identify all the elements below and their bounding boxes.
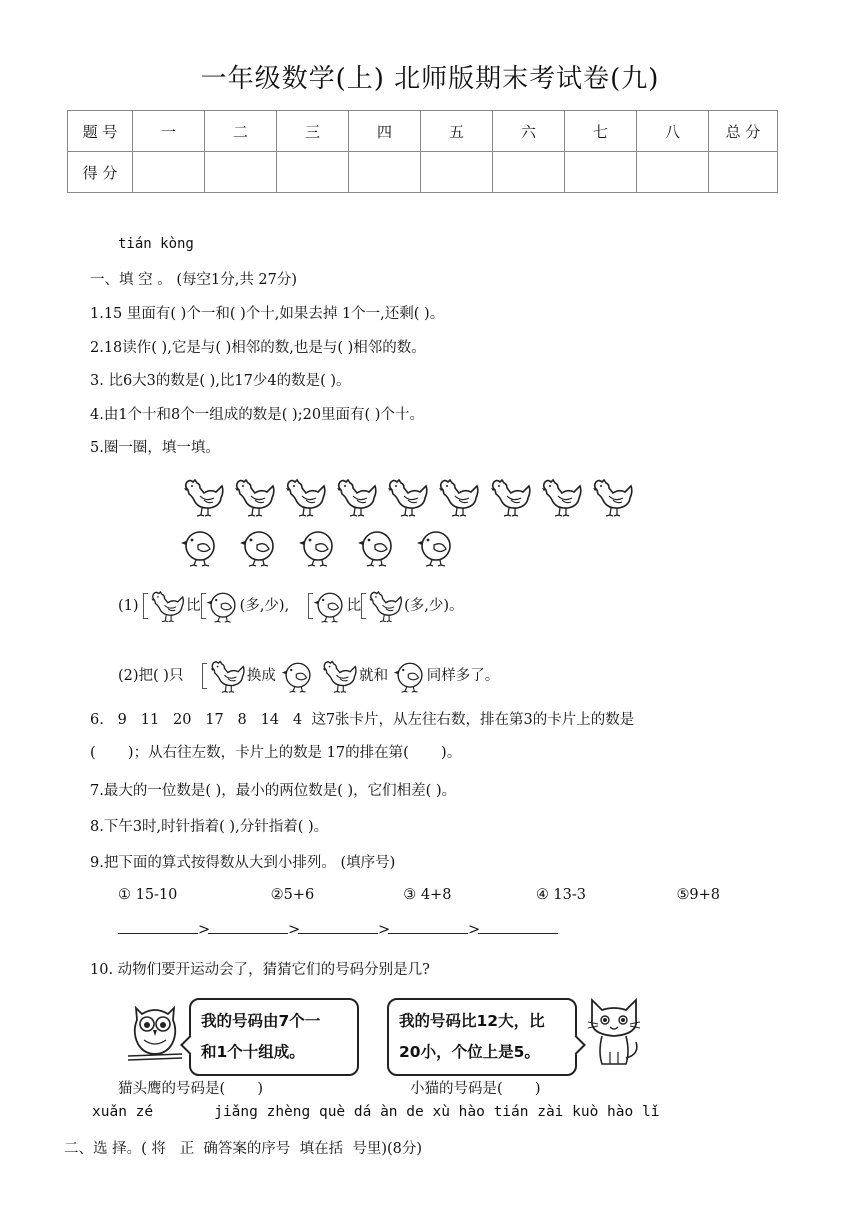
section2-heading: 二、选 择。( 将 正 确答案的序号 填在括 号里)(8分): [64, 1141, 423, 1157]
hen-icon: [487, 476, 533, 518]
choice-text: (多,少),: [239, 598, 290, 614]
hen-icon: [207, 658, 247, 694]
score-cell[interactable]: [133, 152, 205, 193]
question-8: 8.下午3时,时针指着( ),分针指着( )。: [90, 819, 329, 835]
question-1: 1.15 里面有( )个一和( )个十,如果去掉 1个一,还剩( )。: [90, 306, 445, 322]
table-cell: 二: [205, 111, 277, 152]
table-cell: 得 分: [68, 152, 133, 193]
sub-suffix: 同样多了。: [426, 668, 500, 684]
q9-option: ① 15-10: [118, 887, 178, 903]
section2-pinyin: xuǎn zé jiǎng zhèng què dá àn de xù hào tián zài kuò hào lǐ: [92, 1104, 660, 1120]
cat-answer: 小猫的号码是( ): [410, 1081, 541, 1097]
answer-blank[interactable]: [298, 932, 378, 934]
section1-heading: 一、填 空 。 (每空1分,共 27分): [90, 272, 298, 288]
table-cell: 总 分: [709, 111, 778, 152]
answer-blank[interactable]: [388, 932, 468, 934]
score-cell[interactable]: [637, 152, 709, 193]
score-cell[interactable]: [565, 152, 637, 193]
answer-blank[interactable]: [118, 932, 198, 934]
table-cell: 一: [133, 111, 205, 152]
chick-icon: [180, 527, 220, 567]
answer-blank[interactable]: [478, 932, 558, 934]
chick-icon: [313, 589, 347, 623]
question-5: 5.圈一圈，填一填。: [90, 440, 220, 456]
bubble-line: 和1个十组成。: [201, 1043, 305, 1061]
hen-icon: [333, 476, 379, 518]
and-word: 就和: [359, 668, 389, 684]
question-4: 4.由1个十和8个一组成的数是( );20里面有( )个十。: [90, 407, 424, 423]
question-7: 7.最大的一位数是( )，最小的两位数是( )，它们相差( )。: [90, 783, 457, 799]
chick-icon: [416, 527, 456, 567]
question-6-line-1: 6. 9 11 20 17 8 14 4 这7张卡片，从左往右数，排在第3的卡片上的数是: [90, 712, 635, 728]
score-table-header-row: [68, 111, 778, 152]
question-5-sub-2: [118, 656, 499, 696]
hen-icon: [319, 658, 359, 694]
score-cell[interactable]: [493, 152, 565, 193]
bubble-line: 我的号码由7个一: [201, 1012, 321, 1030]
hen-icon: [366, 588, 404, 624]
hen-icon: [384, 476, 430, 518]
greater-than: >: [468, 922, 481, 938]
hen-icon: [538, 476, 584, 518]
score-cell[interactable]: [421, 152, 493, 193]
greater-than: >: [378, 922, 391, 938]
hen-icon: [435, 476, 481, 518]
q9-option: ②5+6: [270, 887, 315, 903]
q9-option: ⑤9+8: [676, 887, 721, 903]
chick-icon: [206, 589, 240, 623]
question-10: 10. 动物们要开运动会了，猜猜它们的号码分别是几?: [90, 962, 430, 978]
q9-answer-blanks: [118, 922, 558, 938]
chick-icon: [357, 527, 397, 567]
cat-speech-bubble: [387, 998, 577, 1076]
compare-word: 比: [186, 598, 201, 614]
score-cell[interactable]: [349, 152, 421, 193]
question-9: 9.把下面的算式按得数从大到小排列。 (填序号): [90, 855, 396, 871]
question-5-sub-1: [118, 586, 464, 626]
page-title: 一年级数学(上) 北师版期末考试卷(九): [200, 64, 660, 94]
hen-icon: [231, 476, 277, 518]
hen-icon: [589, 476, 635, 518]
score-cell[interactable]: [205, 152, 277, 193]
table-cell: 六: [493, 111, 565, 152]
chick-icon: [393, 659, 427, 693]
score-cell[interactable]: [709, 152, 778, 193]
chick-row: [180, 527, 456, 567]
chick-icon: [281, 659, 315, 693]
greater-than: >: [288, 922, 301, 938]
question-6-line-2: ( )；从右往左数，卡片上的数是 17的排在第( )。: [90, 745, 462, 761]
table-cell: 题 号: [68, 111, 133, 152]
score-table-score-row: [68, 152, 778, 193]
table-cell: 五: [421, 111, 493, 152]
exchange-word: 换成: [246, 668, 276, 684]
q9-options: [118, 887, 720, 903]
table-cell: 七: [565, 111, 637, 152]
q9-option: ④ 13-3: [535, 887, 587, 903]
q9-option: ③ 4+8: [403, 887, 452, 903]
table-cell: 三: [277, 111, 349, 152]
chick-icon: [239, 527, 279, 567]
compare-word: 比: [346, 598, 362, 614]
question-3: 3. 比6大3的数是( ),比17少4的数是( )。: [90, 373, 351, 389]
cat-icon: [584, 994, 644, 1068]
owl-icon: [126, 1000, 184, 1064]
sub-prefix: (2)把( )只: [118, 668, 184, 684]
score-table: [67, 110, 778, 193]
hen-icon: [180, 476, 226, 518]
bubble-line: 我的号码比12大，比: [399, 1012, 545, 1030]
table-cell: 四: [349, 111, 421, 152]
table-cell: 八: [637, 111, 709, 152]
owl-answer: 猫头鹰的号码是( ): [118, 1081, 264, 1097]
section1-pinyin: tián kòng: [118, 236, 194, 252]
hen-icon: [282, 476, 328, 518]
chick-icon: [298, 527, 338, 567]
greater-than: >: [198, 922, 211, 938]
hen-icon: [148, 588, 186, 624]
answer-blank[interactable]: [208, 932, 288, 934]
hen-row: [180, 476, 635, 518]
question-2: 2.18读作( ),它是与( )相邻的数,也是与( )相邻的数。: [90, 340, 426, 356]
owl-speech-bubble: [189, 998, 359, 1076]
choice-text: (多,少)。: [404, 598, 464, 614]
score-cell[interactable]: [277, 152, 349, 193]
sub-prefix: (1): [118, 598, 139, 614]
bubble-line: 20小，个位上是5。: [399, 1043, 540, 1061]
